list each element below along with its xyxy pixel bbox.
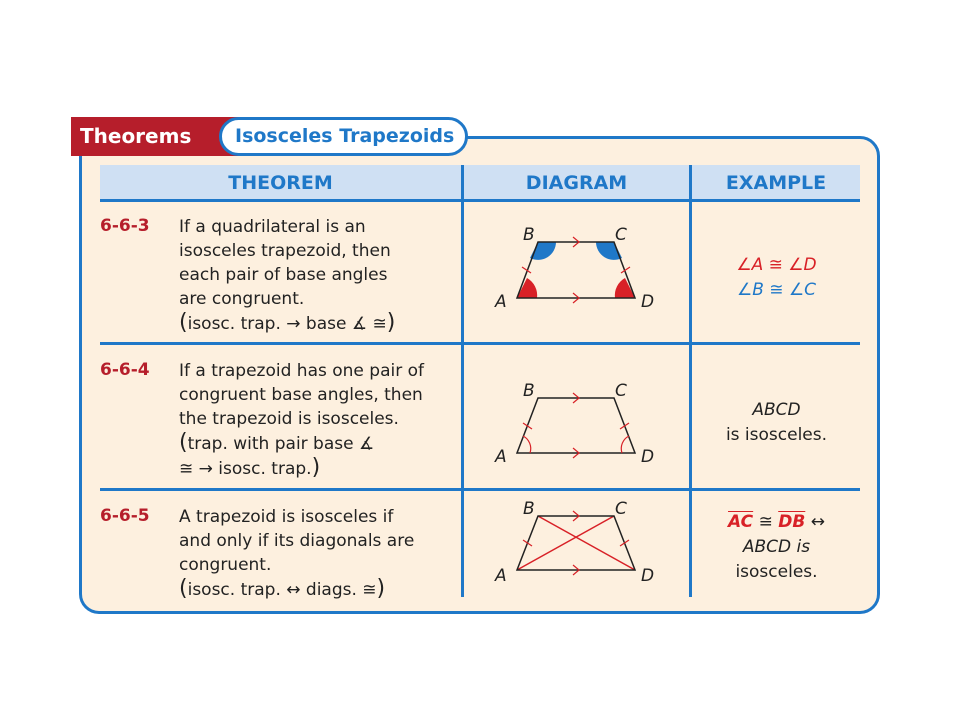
example-text: ABCD is isosceles. [725, 400, 828, 445]
vertex-label: D [641, 566, 655, 586]
vertex-label: A [495, 447, 507, 465]
col-header-diagram: DIAGRAM [464, 165, 689, 201]
theorem-number: 6-6-5 [100, 506, 150, 526]
vertex-label: C [615, 381, 627, 401]
section-title: Isosceles Trapezoids [219, 117, 468, 156]
theorem-number: 6-6-4 [100, 360, 150, 380]
vertex-label: C [615, 225, 627, 245]
segment-ac: $\overline{AC}$ [728, 512, 754, 532]
segment-db: $\overline{DB}$ [778, 512, 806, 532]
example-text: $\overline{AC}$ ≅ $\overline{DB}$ ↔ ABCD is isosceles. [728, 512, 825, 582]
theorem-text: A trapezoid is isosceles if and only if its diagonals are congruent. (isosc. trap. ↔ diags. ≅) [179, 507, 415, 601]
example-text: ∠A ≅ ∠D ∠B ≅ ∠C [736, 255, 817, 300]
vertex-label: D [641, 292, 655, 312]
vertex-label: A [495, 566, 507, 586]
vertex-label: B [523, 225, 535, 245]
vertex-label: A [495, 292, 507, 312]
theorem-reason: isosc. trap. → base ∡ ≅ [187, 314, 387, 334]
theorems-tag: Theorems [71, 117, 241, 156]
row-divider [100, 199, 860, 202]
trapezoid-diagram [479, 365, 679, 465]
trapezoid-diagram [479, 215, 679, 315]
theorem-number: 6-6-3 [100, 216, 150, 236]
col-header-example: EXAMPLE [692, 165, 860, 201]
row-divider [100, 342, 860, 345]
theorem-text: If a trapezoid has one pair of congruent base angles, then the trapezoid is isosceles. (trap. with pair base ∡ ≅ → isosc. trap.) [179, 361, 424, 480]
trapezoid-diagram [479, 495, 679, 595]
column-divider [689, 165, 692, 597]
theorem-text: If a quadrilateral is an isosceles trapezoid, then each pair of base angles are congruent. (isosc. trap. → base ∡ ≅) [179, 217, 396, 335]
col-header-theorem: THEOREM [100, 165, 461, 201]
row-divider [100, 488, 860, 491]
vertex-label: D [641, 447, 655, 465]
vertex-label: B [523, 499, 535, 519]
column-divider [461, 165, 464, 597]
vertex-label: C [615, 499, 627, 519]
vertex-label: B [523, 381, 535, 401]
